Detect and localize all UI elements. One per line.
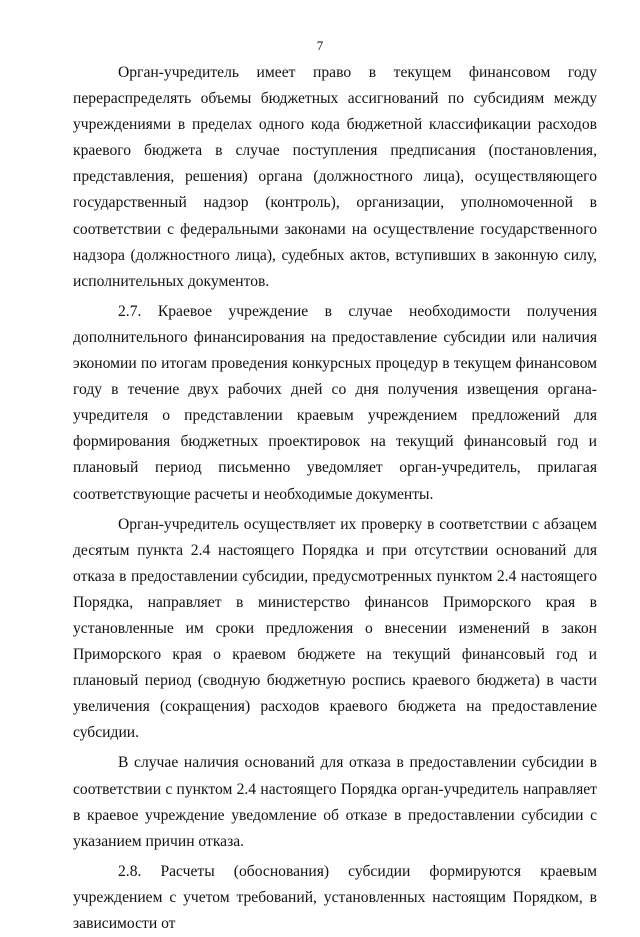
paragraph-2-7: 2.7. Краевое учреждение в случае необходимости получения дополнительного финансирования на предоставление субсидии или наличия экономии по итогам проведения конкурсных процедур в текущем финансовом году в течение двух рабочих дней со дня получения извещения органа-учредителя о представлении краевым учреждением предложений для формирования бюджетных проектировок на текущий финансовый год и плановый период письменно уведомляет орган-учредитель, прилагая соответствующие расчеты и необходимые документы.: [73, 302, 597, 503]
paragraph-verification: Орган-учредитель осуществляет их проверку в соответствии с абзацем десятым пункта 2.4 настоящего Порядка и при отсутствии оснований для отказа в предоставлении субсидии, предусмотренных пунктом 2.4 настоящего Порядка, направляет в министерство финансов Приморского края в установленные им сроки предложения о внесении изменений в закон Приморского края о краевом бюджете на текущий финансовый год и плановый период (сводную бюджетную роспись краевого бюджета) в части увеличения (сокращения) расходов краевого бюджета на предоставление субсидии.: [73, 515, 597, 742]
paragraph-refusal: В случае наличия оснований для отказа в предоставлении субсидии в соответствии с пунктом 2.4 настоящего Порядка орган-учредитель направляет в краевое учреждение уведомление об отказе в предоставлении субсидии с указанием причин отказа.: [73, 754, 597, 850]
paragraph-2-8: 2.8. Расчеты (обоснования) субсидии формируются краевым учреждением с учетом требований, установленных настоящим Порядком, в зависимости от: [73, 862, 597, 932]
document-body: [73, 60, 597, 937]
paragraph-reallocation: Орган-учредитель имеет право в текущем финансовом году перераспределять объемы бюджетных ассигнований по субсидиям между учреждениями в пределах одного кода бюджетной классификации расходов краевого бюджета в случае поступления предписания (постановления, представления, решения) органа (должностного лица), осуществляющего государственный надзор (контроль), организации, уполномоченной в соответствии с федеральными законами на осуществление государственного надзора (должностного лица), судебных актов, вступивших в законную силу, исполнительных документов.: [73, 64, 597, 290]
page-number: 7: [316, 38, 324, 53]
